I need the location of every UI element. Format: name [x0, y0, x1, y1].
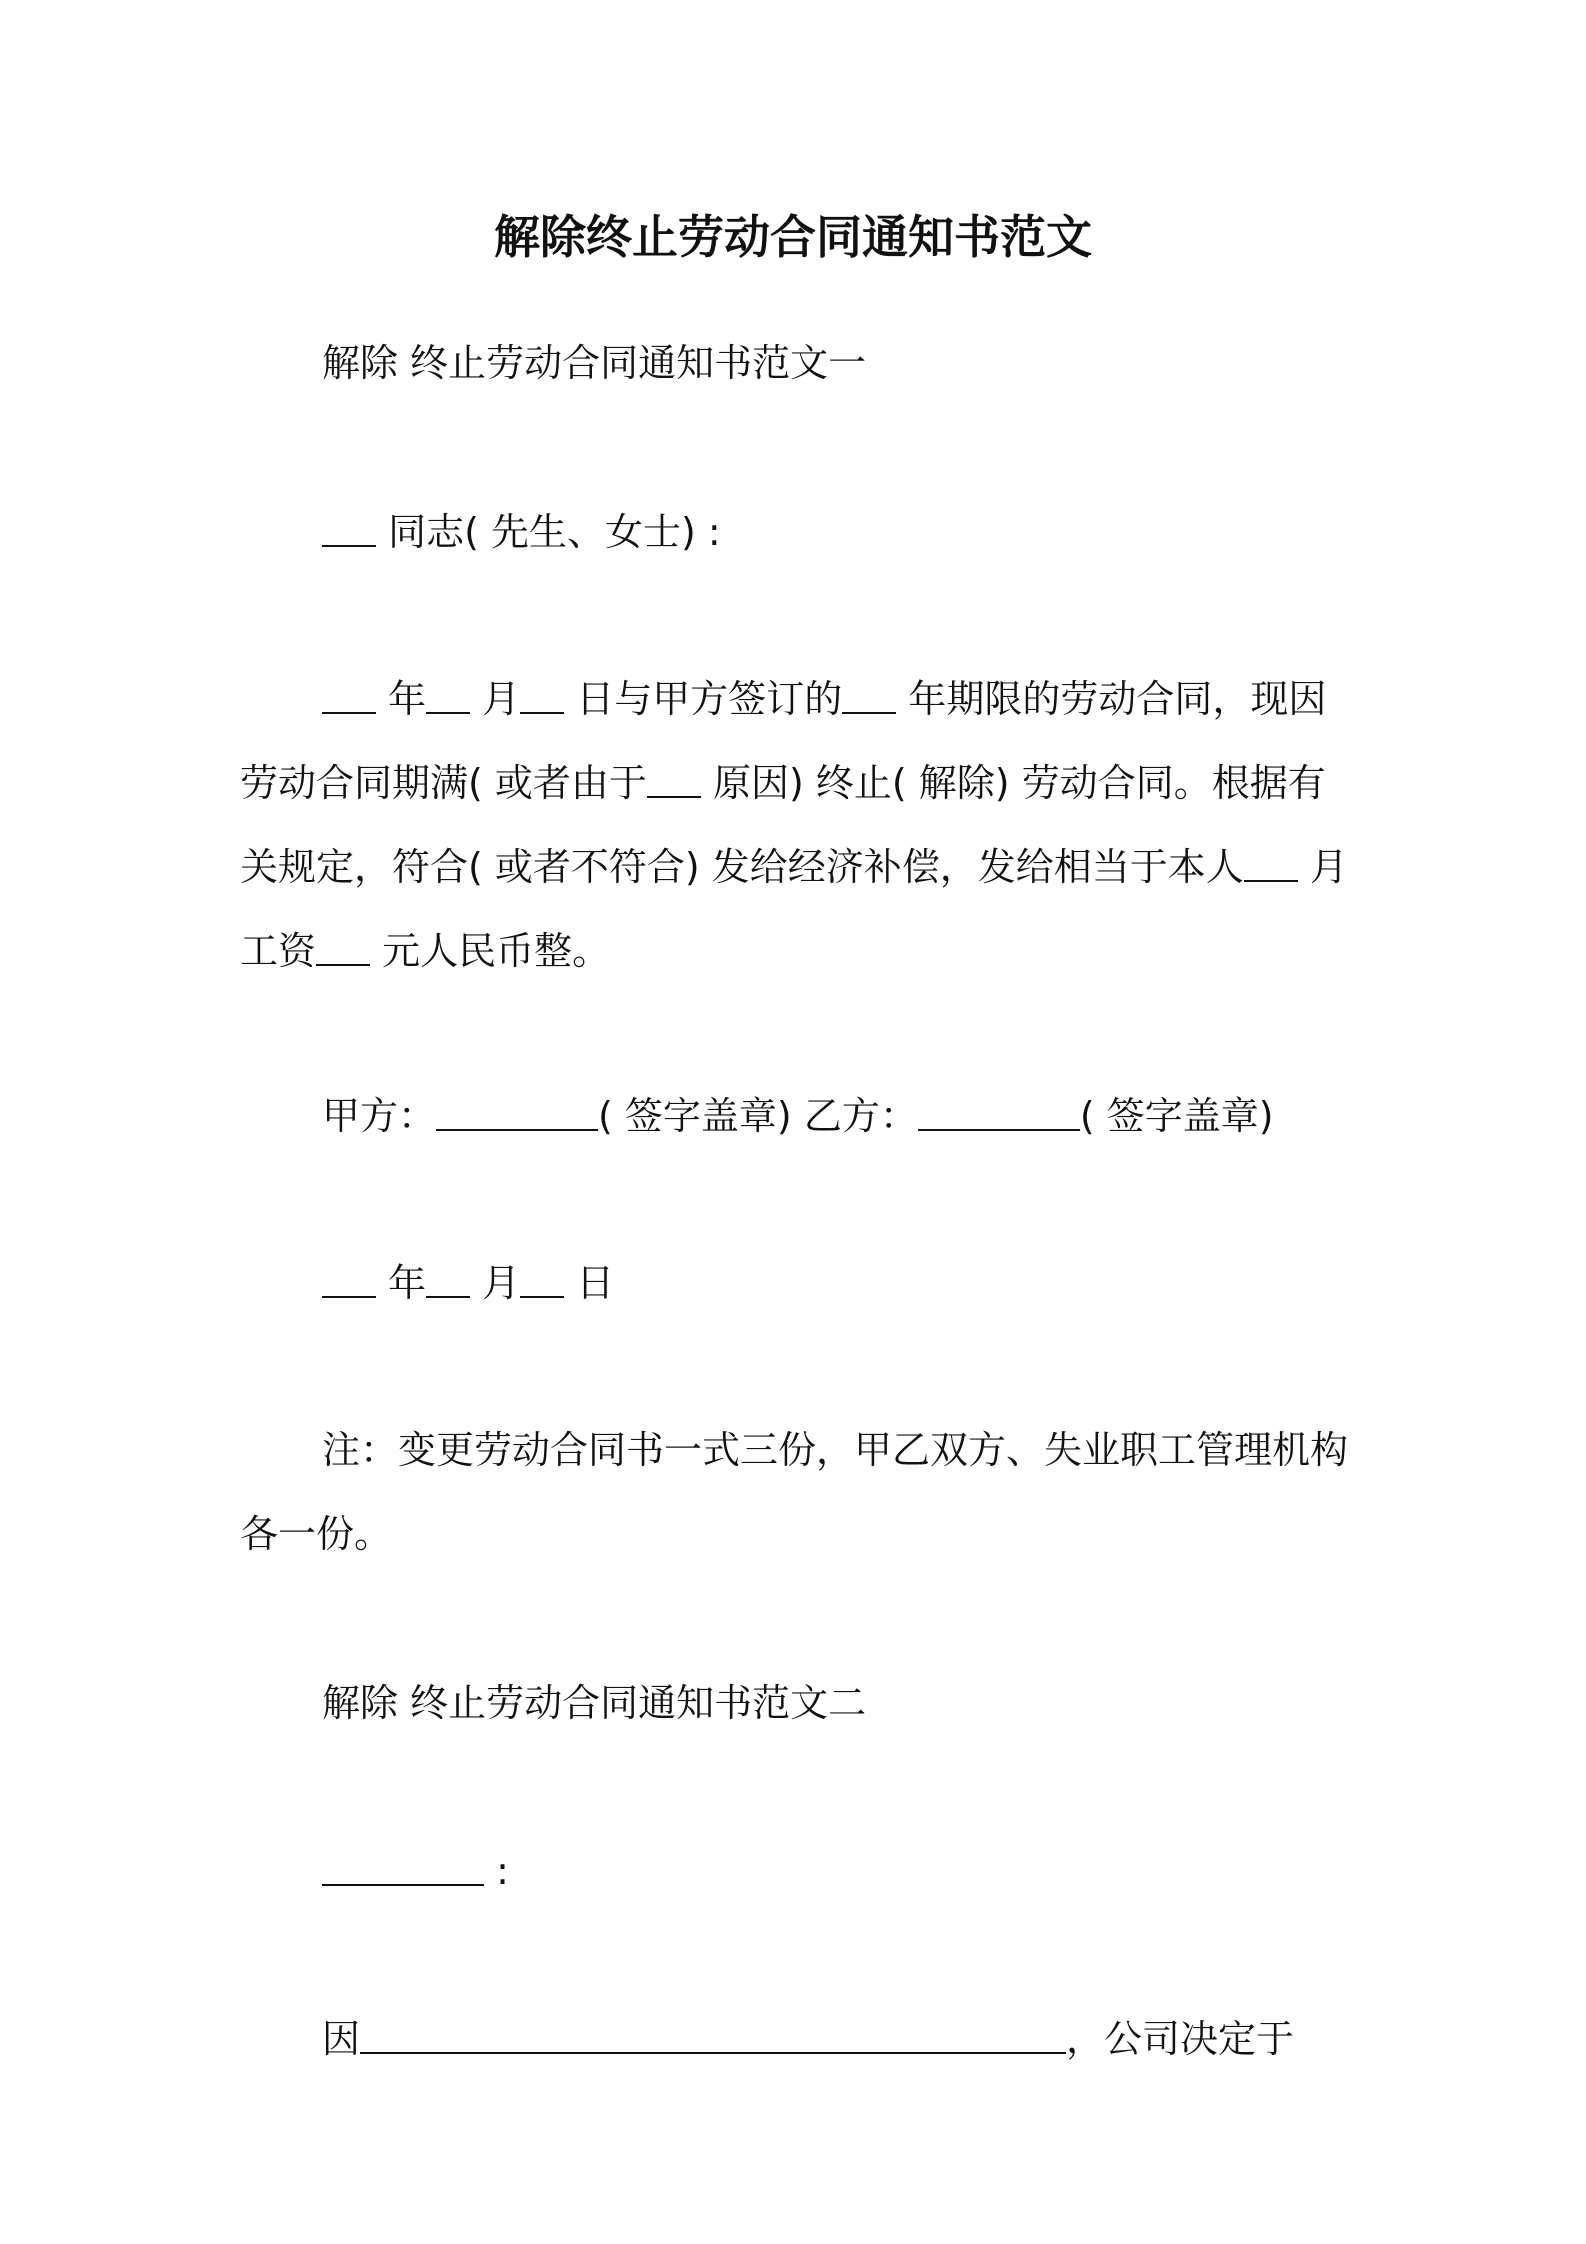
reason-blank	[647, 762, 701, 798]
party-a-seal-label: ( 签字盖章) 乙方：	[598, 1094, 918, 1138]
date-month-label: 月	[470, 1261, 521, 1305]
name-blank	[322, 511, 376, 547]
body-paragraph-2	[322, 1997, 1294, 2081]
date-month-blank	[426, 1262, 470, 1298]
date-day-label: 日	[564, 1261, 615, 1305]
salutation2-suffix: :	[484, 1849, 509, 1893]
month-blank	[426, 678, 470, 714]
body-paragraph-1	[240, 657, 1360, 993]
year-label: 年	[376, 677, 427, 721]
months-blank	[1244, 846, 1298, 882]
body2-prefix: 因	[322, 2017, 361, 2061]
document-title: 解除终止劳动合同通知书范文	[494, 210, 1092, 264]
amount-blank	[316, 930, 370, 966]
month-label: 月	[470, 677, 521, 721]
salutation-suffix: 同志( 先生、女士) :	[376, 510, 721, 554]
reason-text: 原因) 终止( 解除) 劳动合同。根据有关规定，符合( 或者不符合) 发给经济补偿，发给相当于本人	[240, 761, 1326, 889]
date-year-label: 年	[376, 1261, 427, 1305]
cause-blank	[360, 2018, 1066, 2054]
date-day-blank	[520, 1262, 564, 1298]
party-a-label: 甲方：	[322, 1094, 437, 1138]
recipient-blank	[322, 1850, 484, 1886]
term-text: 年期限的劳动合同，现因劳动合同期满( 或者由于	[240, 677, 1327, 805]
salutation-line	[322, 490, 721, 574]
section2-heading: 解除 终止劳动合同通知书范文二	[322, 1681, 867, 1725]
day-blank	[520, 678, 564, 714]
months-text: 月工资	[240, 845, 1348, 973]
section1-heading: 解除 终止劳动合同通知书范文一	[322, 341, 867, 385]
note-paragraph: 注：变更劳动合同书一式三份，甲乙双方、失业职工管理机构各一份。	[240, 1428, 1349, 1556]
body2-suffix: ，公司决定于	[1066, 2017, 1295, 2061]
amount-text: 元人民币整。	[370, 929, 611, 973]
party-b-seal-label: ( 签字盖章)	[1079, 1094, 1274, 1138]
party-b-blank	[918, 1095, 1080, 1131]
date-year-blank	[322, 1262, 376, 1298]
signature-line	[322, 1074, 1274, 1158]
party-a-blank	[436, 1095, 598, 1131]
date-line	[322, 1241, 614, 1325]
term-blank	[842, 678, 896, 714]
day-label: 日与甲方签订的	[564, 677, 843, 721]
year-blank	[322, 678, 376, 714]
salutation2-line	[322, 1829, 509, 1913]
